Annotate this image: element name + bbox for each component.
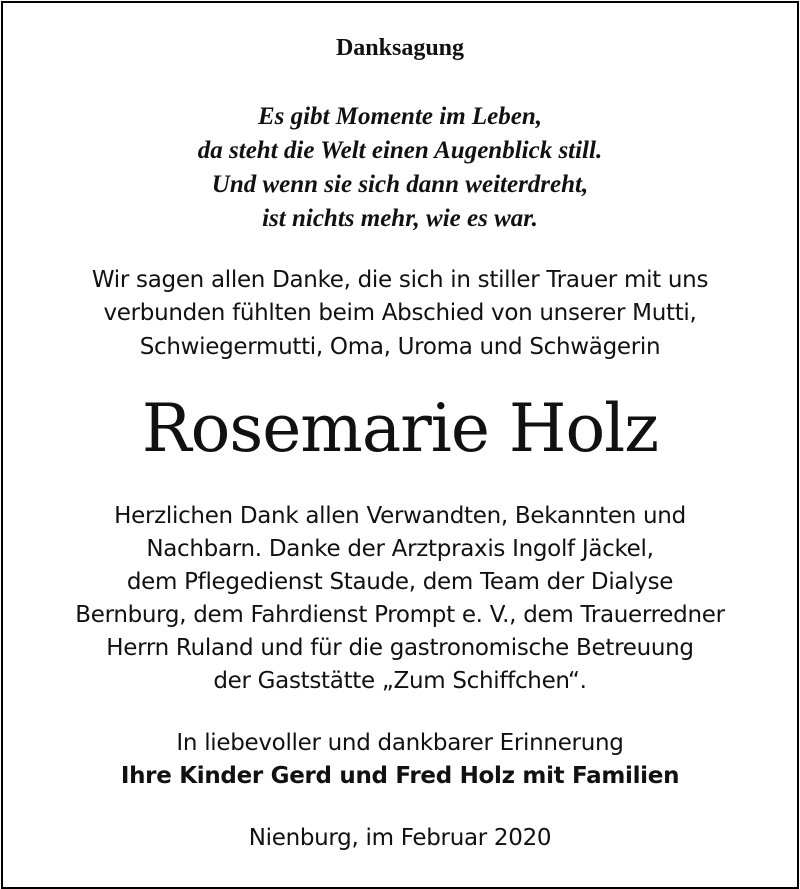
poem-line-4: ist nichts mehr, wie es war.	[262, 205, 538, 232]
thanks-line-5: Herrn Ruland und für die gastronomische Betreuung	[106, 635, 694, 661]
deceased-name: Rosemarie Holz	[141, 390, 659, 467]
poem-line-1: Es gibt Momente im Leben,	[257, 103, 543, 130]
thanks-line-6: der Gaststätte „Zum Schiffchen“.	[213, 668, 587, 694]
place-date: Nienburg, im Februar 2020	[248, 825, 552, 851]
closing-line: In liebevoller und dankbarer Erinnerung	[176, 730, 624, 756]
thanks-line-1: Herzlichen Dank allen Verwandten, Bekannten und	[114, 503, 686, 529]
obituary-card	[1, 1, 799, 889]
poem-line-3: Und wenn sie sich dann weiterdreht,	[211, 171, 589, 198]
thanks-line-4: Bernburg, dem Fahrdienst Prompt e. V., dem Trauerredner	[75, 602, 725, 628]
poem-line-2: da steht die Welt einen Augenblick still.	[197, 137, 603, 164]
intro-line-1: Wir sagen allen Danke, die sich in stiller Trauer mit uns	[91, 267, 709, 293]
heading-danksagung: Danksagung	[335, 35, 465, 61]
thanks-line-2: Nachbarn. Danke der Arztpraxis Ingolf Jäckel,	[146, 536, 654, 562]
thanks-line-3: dem Pflegedienst Staude, dem Team der Dialyse	[126, 569, 674, 595]
signature-line: Ihre Kinder Gerd und Fred Holz mit Familien	[120, 763, 680, 789]
intro-line-2: verbunden fühlten beim Abschied von unserer Mutti,	[103, 300, 697, 326]
intro-line-3: Schwiegermutti, Oma, Uroma und Schwägerin	[139, 334, 661, 360]
